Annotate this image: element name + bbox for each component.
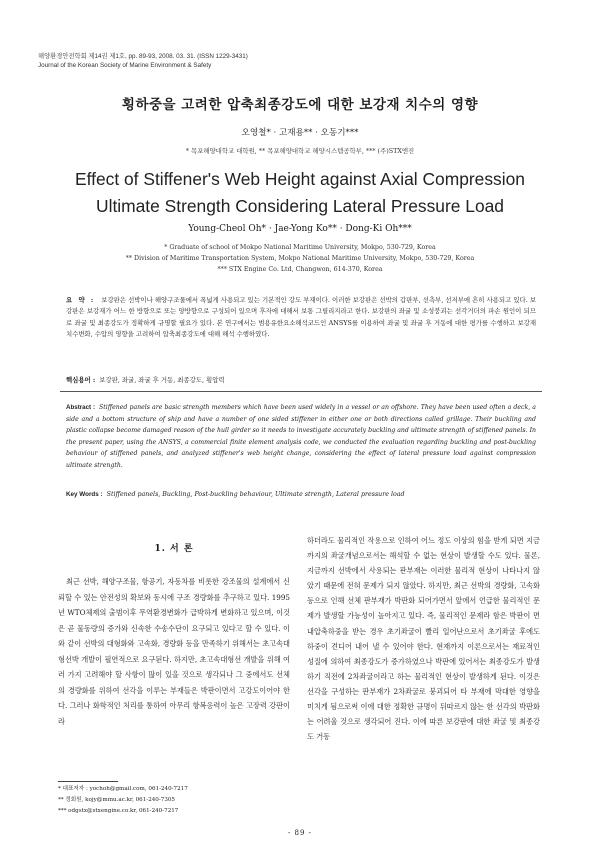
summary-label: 요 약 : [66,296,96,304]
affiliation-1: * Graduate of school of Mokpo National Maritime University, Mokpo, 530-729, Korea [164,244,436,251]
english-affiliations [0,242,600,275]
affiliation-3: *** STX Engine Co. Ltd, Changwon, 614-370, Korea [217,266,383,273]
footnote-3: *** odgstx@stxengine.co.kr, 061-240-7217 [58,807,179,814]
korean-summary [66,295,536,340]
body-right-column: 하더라도 물리적인 작용으로 인하여 어느 정도 이상의 힘을 받게 되면 지금까지의 좌굴개념으로서는 해석할 수 없는 현상이 발생할 수도 있다. 물론, 지금까지 선박에서 사용되는 판부재는 이러한 물리적 현상이 나타나지 않았기 때문에 전혀 문제가 되지 않았다. 하지만, 최근 선박의 경량화, 고속화 등으로 인해 선체 판부재가 박판화 되어가면서 앞에서 언급한 물리적인 문제가 발생할 가능성이 높아지고 있다. 즉, 물리적인 문제라 함은 박판이 면내압축하중을 받는 경우 초기좌굴이 빨리 일어난으로서 초기좌굴 후에도 하중이 견디어 내어 낼 수 있어야 한다. 현재까지 이론으로서는 재료적인 성질에 의하여 최종강도가 증가하였으나 박판에 있어서는 최종강도가 발생하기 직전에 2차좌굴이라고 하는 물리적인 현상이 발생하게 된다. 이것은 선각을 구성하는 판부재가 2차좌굴로 붕괴되어 타 부재에 막대한 영향을 미치게 됨으로써 이에 대한 정확한 규명이 뒤따르지 않는 한 선각의 박판화는 어려울 것으로 생각되어 진다. 이에 따른 보강판에 대한 좌굴 및 최종강도 거동 [307,536,540,742]
english-abstract [66,402,536,472]
journal-citation: 해양환경안전학회 제14권 제1호, pp. 89-93, 2008. 03. 31. (ISSN 1229-3431) [38,53,248,60]
divider [60,391,542,392]
english-authors: Young-Cheol Oh* · Jae-Yong Ko** · Dong-Ki Oh*** [188,224,412,234]
english-title [0,166,600,220]
korean-title: 횡하중을 고려한 압축최종강도에 대한 보강재 치수의 영향 [121,97,479,113]
abstract-text: Stiffened panels are basic strength members which have been used widely in a vessel or an offshore. They have been used often a deck, a side and a bottom structure of ship and have a number of one sided stiffener in either one or both directions called grillage. Their buckling and plastic collapse become damaged reason of the hull girder so it needs to investigate accurately buckling and ultimate strength of stiffened panels. In the present paper, using the ANSYS, a commercial finite element analysis code, we conducted the evaluation regarding buckling and post-buckling behaviour of stiffened panels, and analyzed stiffener's web height change, considering the effect of lateral pressure load against compression ultimate strength. [66,404,536,469]
english-keywords-label: Key Words : [66,491,103,498]
korean-keywords-label: 핵심용어 : [66,376,96,384]
korean-keywords-text: 보강판, 좌굴, 좌굴 후 거동, 최종강도, 횡압력 [99,376,225,384]
english-keywords [66,491,536,498]
summary-text: 보강판은 선박이나 해양구조물에서 폭넓게 사용되고 있는 기본적인 강도 부재이다. 이러한 보강판은 선박의 갑판부, 선측부, 선저부에 흔히 사용되고 있다. 보강판은 보강재가 어느 한 방향으로 또는 양방향으로 구성되어 있으며 후자에 대해서 보통 그릴리지라고 한다. 보강판의 좌굴 및 소성붕괴는 선각거더의 파손 원인이 되므로 좌굴 및 최종강도가 정확하게 규명할 필요가 있다. 본 연구에서는 범용유한요소해석코드인 ANSYS를 이용하여 좌굴 및 좌굴 후 거동에 대한 평가를 수행하고 보강재 치수변화, 수압의 영향을 고려하여 압축최종강도에 대해 해석 수행하였다. [66,296,537,338]
section-heading: 1. 서 론 [154,544,194,554]
footnote-1: * 대표저자 : yochoh@gmail.com, 061-240-7217 [58,786,188,792]
korean-authors: 오영철* · 고재용** · 오동기*** [241,128,359,138]
footnotes [58,784,298,816]
korean-keywords [66,375,536,384]
page-number: - 89 - [287,829,313,837]
english-title-line-2: Ultimate Strength Considering Lateral Pressure Load [96,196,504,216]
abstract-label: Abstract : [66,404,96,411]
english-keywords-text: Stiffened panels, Buckling, Post-buckling behaviour, Ultimate strength, Lateral pressure load [106,491,405,498]
footnote-divider [58,781,118,782]
affiliation-2: ** Division of Maritime Transportation System, Mokpo National Maritime University, Mokpo, 530-729, Korea [125,255,475,262]
journal-header [38,52,248,70]
footnote-2: ** 정회원, kojy@mmu.ac.kr, 061-240-7305 [58,796,175,803]
english-title-line-1: Effect of Stiffener's Web Height against Axial Compression [75,169,525,189]
body-left-column: 최근 선박, 해양구조물, 항공기, 자동차를 비롯한 강조물의 설계에서 신뢰할 수 있는 안전성의 확보와 동시에 구조 경량화를 추구하고 있다. 1995년 WTO체제의 출범이후 무역환경변화가 급박하게 변화하고 있으며, 이것은 곧 물동량의 증가와 신속한 수송수단이 요구되고 있다고 할 수 있다. 이와 같이 선박의 대형화와 고속화, 경량화 등을 만족하기 위해서는 초고속대형선박 개발이 필연적으로 요구된다. 하지만, 초고속대형선 개발을 위해 여러 가지 고려해야 할 사항이 많이 있을 것으로 생각되나 그 중에서도 선체의 경량화를 위하여 선각을 이루는 부재들은 박판이면서 고강도이어야 한다. 그러나 화학적인 처리를 통하여 아무리 항복응력이 높은 고장력 강판이라 [58,577,290,726]
journal-name: Journal of the Korean Society of Marine Environment & Safety [38,62,212,69]
korean-affiliations: * 목포해양대학교 대학원, ** 목포해양대학교 해양시스템공학부, *** (주)STX엔진 [185,147,415,155]
